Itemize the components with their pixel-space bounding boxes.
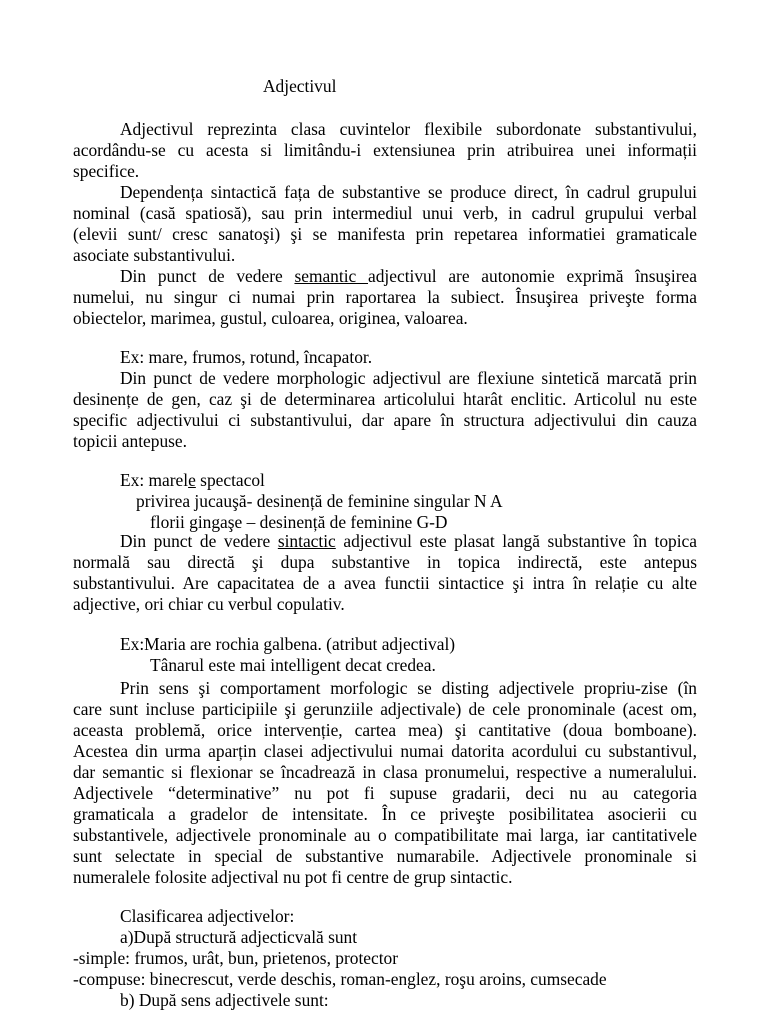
text-line: substantivului. Are capacitatea de a avea functii sintactice şi intra în relație cu alte [73,573,697,593]
text-fragment: Din punct de vedere [120,531,278,551]
paragraph-morphologic [73,368,697,452]
example-line: Ex: mare, frumos, rotund, încapator. [120,347,373,367]
paragraph-definition [73,119,697,182]
section-heading: Clasificarea adjectivelor: [120,906,295,926]
underlined-ending: e [188,470,196,490]
text-line: adjective, ori chiar cu verbul copulativ. [73,594,345,614]
list-item: -simple: frumos, urât, bun, prietenos, protector [73,948,399,968]
example-syntactic [73,634,697,676]
example-semantic [73,347,697,368]
text-line: desinențe de gen, caz şi de determinarea articolului htarât enclitic. Articolul nu este [73,389,697,409]
text-line: nominal (casă spatiosă), sau prin intermediul unui verb, in cadrul grupului verbal [73,203,697,223]
list-heading: b) După sens adjectivele sunt: [120,990,329,1010]
text-line: gramaticala a gradelor de intensitate. În ce priveşte posibilitatea asocierii cu [73,804,697,824]
classification-section [73,906,697,1011]
text-line: Dependența sintactică fața de substantive se produce direct, în cadrul grupului [120,182,697,202]
paragraph-syntactic [73,531,697,615]
text-line: numeralele folosite adjectival nu pot fi centre de grup sintactic. [73,867,513,887]
text-fragment: adjectivul are autonomie exprimă însuşirea [368,266,697,286]
text-line: aceasta problemă, orice intervenție, cartea mea) şi cantitative (doua bomboane). [73,720,697,740]
text-line: Adjectivele “determinative” nu pot fi supuse gradarii, deci nu au categoria [73,783,697,803]
text-fragment: spectacol [195,470,265,490]
example-line: florii gingaşe – desinență de feminine G-D [150,512,448,532]
paragraph-semantic [73,266,697,329]
underlined-term: sintactic [277,531,336,551]
underlined-term: semantic [294,266,369,286]
text-line: care sunt incluse participiile şi gerunziile adjectivale) de cele pronominale (acest om, [73,699,697,719]
example-line [73,470,697,491]
page-title: Adjectivul [263,76,337,96]
example-morphologic [73,470,697,533]
text-line: normală sau directă şi dupa substantive in topica indirectă, este antepus [73,552,697,572]
text-line: Prin sens şi comportament morfologic se disting adjectivele propriu-zise (în [120,678,697,698]
text-line: sunt selectate in special de substantive numarabile. Adjectivele pronominale si [73,846,697,866]
text-line: dar semantic si flexionar se încadrează in clasa pronumelui, respective a numeralului. [73,762,697,782]
text-line [73,266,697,287]
text-fragment: Ex: marel [120,470,189,490]
text-fragment: Din punct de vedere [120,266,295,286]
list-heading: a)După structură adjecticvală sunt [120,927,358,947]
text-line: asociate substantivului. [73,245,236,265]
text-line: Din punct de vedere morphologic adjectivul are flexiune sintetică marcată prin [120,368,697,388]
example-line: privirea jucauşă- desinență de feminine singular N A [136,491,503,511]
text-line: obiectelor, marimea, gustul, culoarea, originea, valoarea. [73,308,468,328]
text-line: topicii antepuse. [73,431,187,451]
example-line: Ex:Maria are rochia galbena. (atribut adjectival) [120,634,456,654]
text-line: (elevii sunt/ cresc sanatoşi) şi se manifesta prin repetarea informatiei gramaticale [73,224,697,244]
text-line: Adjectivul reprezinta clasa cuvintelor flexibile subordonate substantivului, [120,119,697,139]
text-line: Acestea din urma aparțin clasei adjectivului numai datorita acordului cu substantivul, [73,741,697,761]
text-line: specifice. [73,161,140,181]
list-item: -compuse: binecrescut, verde deschis, roman-englez, roşu aroins, cumsecade [73,969,607,989]
paragraph-classes [73,678,697,888]
text-line: acordându-se cu acesta si limitându-i extensiunea prin atribuirea unei informații [73,140,697,160]
text-line: substantivele, adjectivele pronominale au o compatibilitate mai larga, iar cantitativele [73,825,697,845]
text-line: specific adjectivului ci substantivului, dar apare în structura adjectivului din cauza [73,410,697,430]
text-fragment: adjectivul este plasat langă substantive în topica [335,531,697,551]
text-line: numelui, nu singur ci numai prin raportarea la subiect. Însuşirea priveşte forma [73,287,697,307]
text-line [73,531,697,552]
example-line: Tânarul este mai intelligent decat credea. [150,655,436,675]
paragraph-syntactic-dependence [73,182,697,266]
